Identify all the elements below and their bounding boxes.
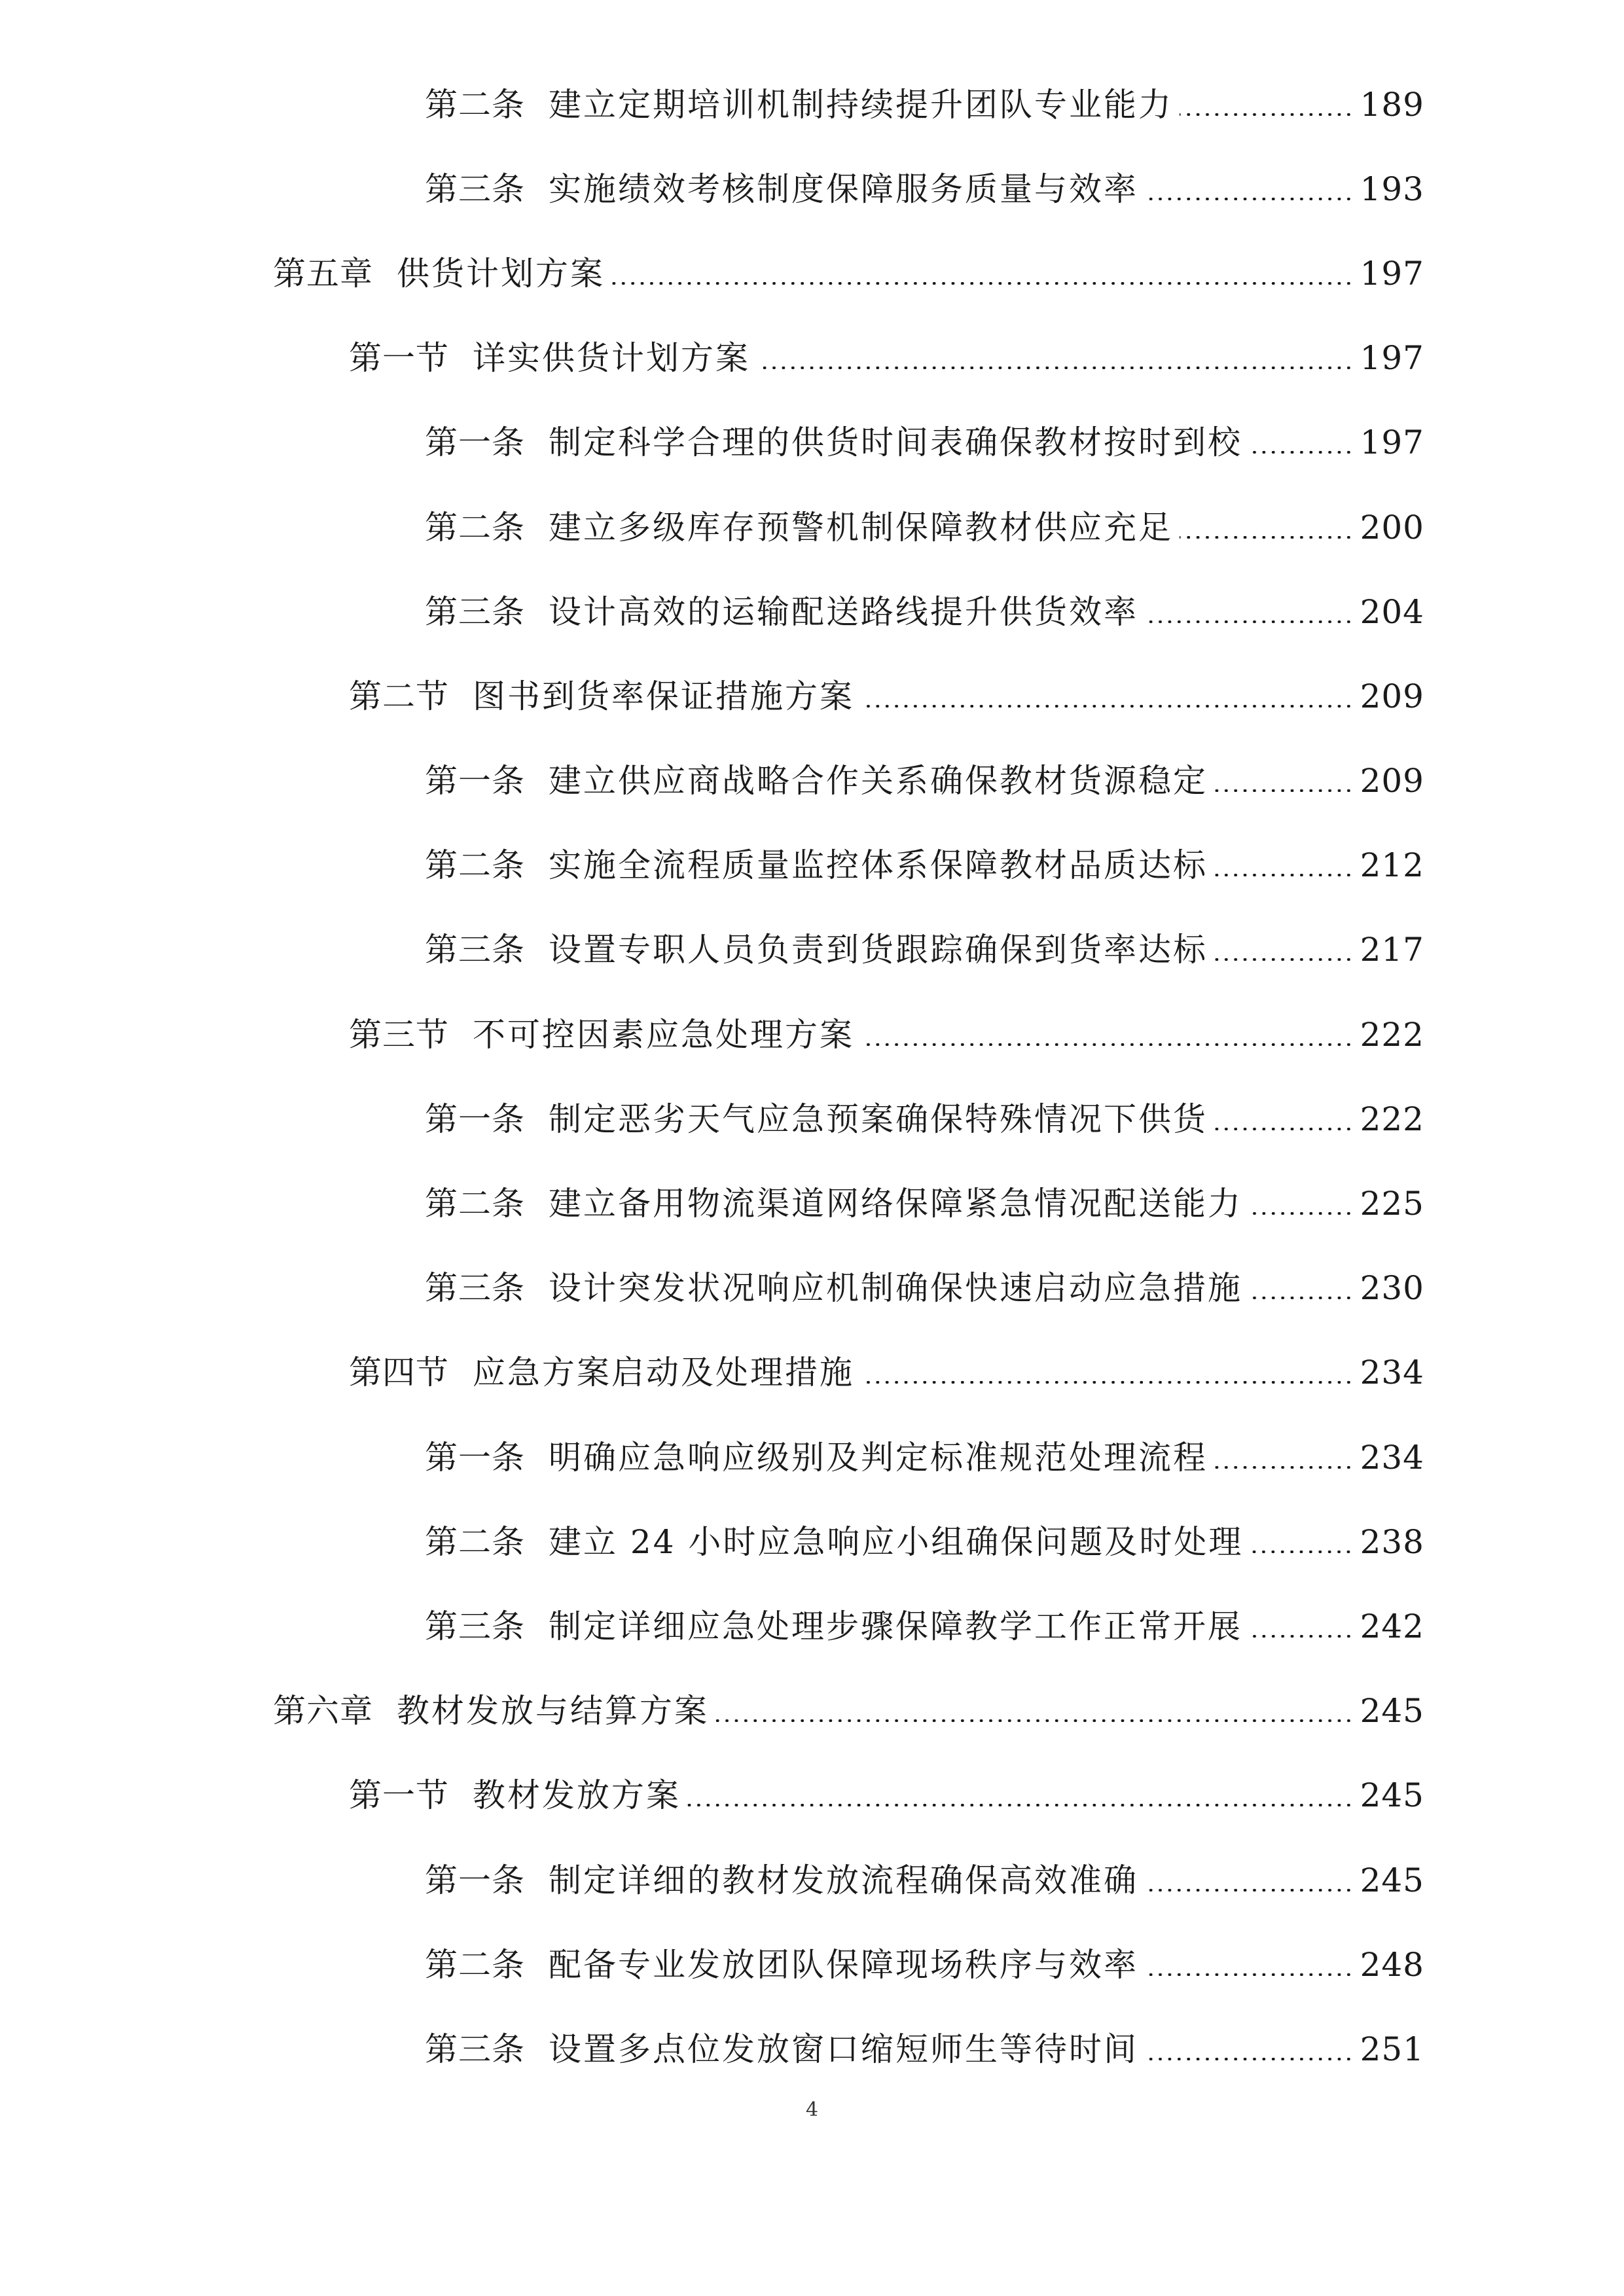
toc-dot-leader <box>1180 113 1354 116</box>
toc-entry-number: 第二条 <box>425 508 525 547</box>
toc-entry-number: 第二条 <box>425 1185 525 1223</box>
toc-entry-number: 第一条 <box>425 762 525 800</box>
toc-entry-number: 第一节 <box>349 339 449 378</box>
toc-dot-leader <box>861 1381 1354 1384</box>
toc-entry-article[interactable] <box>0 569 1624 654</box>
toc-entry-number: 第二条 <box>425 846 525 885</box>
toc-dot-leader <box>1214 789 1354 792</box>
toc-entry-title: 制定科学合理的供货时间表确保教材按时到校 <box>549 423 1242 462</box>
toc-entry-title: 制定恶劣天气应急预案确保特殊情况下供货 <box>549 1100 1208 1138</box>
toc-entry-number: 第一条 <box>425 1861 525 1899</box>
toc-entry-title: 详实供货计划方案 <box>473 339 750 378</box>
toc-entry-number: 第二节 <box>349 677 449 715</box>
toc-entry-article[interactable] <box>0 1077 1624 1161</box>
toc-entry-title: 建立 24 小时应急响应小组确保问题及时处理 <box>549 1522 1244 1561</box>
toc-entry-number: 第六章 <box>273 1692 373 1731</box>
toc-entry-page: 209 <box>1360 677 1424 715</box>
toc-entry-article[interactable] <box>0 1161 1624 1246</box>
toc-dot-leader <box>1249 451 1354 454</box>
toc-entry-number: 第一条 <box>425 1438 525 1477</box>
toc-dot-leader <box>1145 198 1354 200</box>
toc-entry-section[interactable] <box>0 1331 1624 1415</box>
toc-entry-article[interactable] <box>0 147 1624 231</box>
toc-entry-page: 245 <box>1360 1861 1424 1899</box>
toc-entry-page: 225 <box>1360 1185 1424 1223</box>
toc-entry-page: 234 <box>1360 1438 1424 1477</box>
toc-entry-number: 第三条 <box>425 2030 525 2068</box>
toc-entry-page: 209 <box>1360 762 1424 800</box>
toc-entry-number: 第三条 <box>425 170 525 208</box>
toc-entry-title: 建立备用物流渠道网络保障紧急情况配送能力 <box>549 1185 1242 1223</box>
toc-entry-title: 建立定期培训机制持续提升团队专业能力 <box>549 85 1173 124</box>
toc-entry-page: 197 <box>1360 254 1424 293</box>
toc-dot-leader <box>757 367 1354 369</box>
toc-dot-leader <box>1249 1297 1354 1299</box>
toc-entry-article[interactable] <box>0 823 1624 908</box>
toc-entry-number: 第三节 <box>349 1015 449 1054</box>
toc-entry-title: 应急方案启动及处理措施 <box>473 1354 854 1392</box>
toc-entry-title: 设置专职人员负责到货跟踪确保到货率达标 <box>549 931 1208 969</box>
toc-entry-title: 设计突发状况响应机制确保快速启动应急措施 <box>549 1269 1242 1308</box>
toc-entry-page: 234 <box>1360 1354 1424 1392</box>
toc-dot-leader <box>1249 1212 1354 1215</box>
toc-entry-title: 制定详细的教材发放流程确保高效准确 <box>549 1861 1138 1899</box>
toc-entry-title: 实施绩效考核制度保障服务质量与效率 <box>549 170 1138 208</box>
toc-entry-page: 222 <box>1360 1100 1424 1138</box>
toc-dot-leader <box>1145 620 1354 623</box>
toc-dot-leader <box>1249 1635 1354 1638</box>
toc-entry-page: 197 <box>1360 339 1424 378</box>
toc-entry-title: 建立多级库存预警机制保障教材供应充足 <box>549 508 1173 547</box>
toc-entry-article[interactable] <box>0 739 1624 823</box>
toc-dot-leader <box>861 705 1354 708</box>
table-of-contents <box>0 62 1624 2092</box>
toc-dot-leader <box>715 1719 1354 1722</box>
toc-entry-number: 第三条 <box>425 1607 525 1645</box>
toc-entry-page: 189 <box>1360 85 1424 124</box>
toc-dot-leader <box>1145 1973 1354 1976</box>
toc-entry-article[interactable] <box>0 401 1624 485</box>
toc-entry-title: 供货计划方案 <box>397 254 605 293</box>
toc-entry-title: 设置多点位发放窗口缩短师生等待时间 <box>549 2030 1138 2068</box>
toc-entry-number: 第二条 <box>425 1522 525 1561</box>
toc-entry-article[interactable] <box>0 1838 1624 1922</box>
toc-dot-leader <box>1250 1551 1353 1553</box>
toc-dot-leader <box>1145 2058 1354 2060</box>
toc-entry-chapter[interactable] <box>0 1669 1624 1753</box>
toc-entry-title: 设计高效的运输配送路线提升供货效率 <box>549 592 1138 631</box>
toc-entry-number: 第五章 <box>273 254 373 293</box>
toc-entry-article[interactable] <box>0 908 1624 992</box>
toc-entry-title: 教材发放方案 <box>473 1776 681 1815</box>
page-number: 4 <box>805 2098 819 2121</box>
toc-dot-leader <box>611 282 1354 285</box>
toc-entry-title: 建立供应商战略合作关系确保教材货源稳定 <box>549 762 1208 800</box>
toc-entry-number: 第二条 <box>425 85 525 124</box>
toc-entry-article[interactable] <box>0 1922 1624 2007</box>
toc-dot-leader <box>861 1043 1354 1046</box>
toc-entry-page: 248 <box>1360 1945 1424 1984</box>
toc-entry-section[interactable] <box>0 1753 1624 1838</box>
toc-entry-title: 配备专业发放团队保障现场秩序与效率 <box>549 1945 1138 1984</box>
toc-entry-page: 197 <box>1360 423 1424 462</box>
toc-dot-leader <box>1214 1128 1354 1130</box>
toc-entry-number: 第二条 <box>425 1945 525 1984</box>
toc-entry-title: 图书到货率保证措施方案 <box>473 677 854 715</box>
toc-entry-number: 第三条 <box>425 1269 525 1308</box>
toc-entry-article[interactable] <box>0 1415 1624 1499</box>
toc-entry-section[interactable] <box>0 316 1624 401</box>
toc-entry-page: 200 <box>1360 508 1424 547</box>
toc-entry-page: 204 <box>1360 592 1424 631</box>
toc-entry-page: 238 <box>1360 1522 1424 1561</box>
toc-entry-article[interactable] <box>0 2007 1624 2091</box>
toc-dot-leader <box>1180 536 1354 539</box>
toc-entry-title: 实施全流程质量监控体系保障教材品质达标 <box>549 846 1208 885</box>
toc-entry-title: 不可控因素应急处理方案 <box>473 1015 854 1054</box>
toc-entry-page: 245 <box>1360 1692 1424 1731</box>
toc-entry-number: 第三条 <box>425 931 525 969</box>
toc-entry-page: 251 <box>1360 2030 1424 2068</box>
toc-entry-page: 230 <box>1360 1269 1424 1308</box>
toc-entry-page: 222 <box>1360 1015 1424 1054</box>
toc-entry-page: 245 <box>1360 1776 1424 1815</box>
toc-entry-article[interactable] <box>0 1499 1624 1584</box>
toc-entry-page: 217 <box>1360 931 1424 969</box>
toc-dot-leader <box>1145 1889 1354 1892</box>
toc-entry-number: 第四节 <box>349 1354 449 1392</box>
toc-entry-number: 第一条 <box>425 1100 525 1138</box>
toc-entry-number: 第三条 <box>425 592 525 631</box>
toc-dot-leader <box>1214 958 1354 961</box>
toc-entry-section[interactable] <box>0 992 1624 1077</box>
toc-entry-article[interactable] <box>0 1584 1624 1668</box>
toc-entry-page: 193 <box>1360 170 1424 208</box>
toc-entry-page: 242 <box>1360 1607 1424 1645</box>
toc-entry-title: 教材发放与结算方案 <box>397 1692 709 1731</box>
toc-entry-title: 明确应急响应级别及判定标准规范处理流程 <box>549 1438 1208 1477</box>
toc-entry-page: 212 <box>1360 846 1424 885</box>
toc-entry-article[interactable] <box>0 1246 1624 1331</box>
toc-dot-leader <box>1214 1466 1354 1469</box>
toc-entry-title: 制定详细应急处理步骤保障教学工作正常开展 <box>549 1607 1242 1645</box>
toc-entry-article[interactable] <box>0 485 1624 569</box>
toc-entry-chapter[interactable] <box>0 231 1624 315</box>
toc-dot-leader <box>687 1804 1354 1806</box>
toc-dot-leader <box>1214 874 1354 876</box>
toc-entry-section[interactable] <box>0 654 1624 738</box>
toc-entry-number: 第一节 <box>349 1776 449 1815</box>
toc-entry-number: 第一条 <box>425 423 525 462</box>
toc-entry-article[interactable] <box>0 62 1624 147</box>
